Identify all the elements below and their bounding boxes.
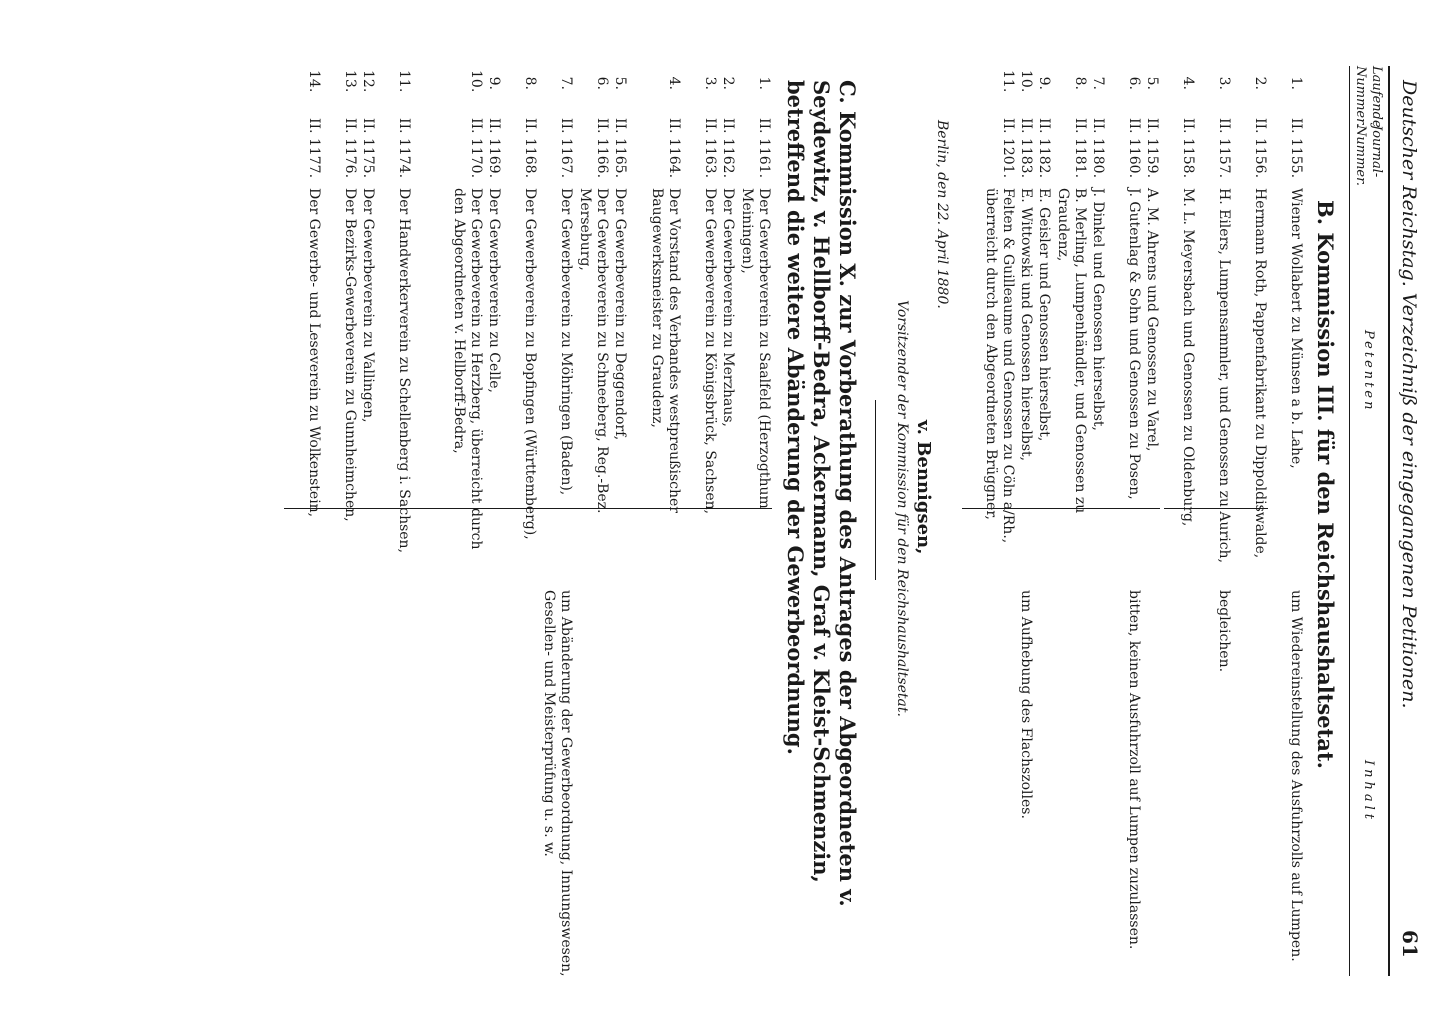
- col-inhalt: Inhalt: [1361, 760, 1376, 824]
- colhead-rule: [1349, 66, 1350, 976]
- signature-name: v. Bennigsen,: [913, 420, 934, 555]
- signature-role: Vorsitzender der Kommission für den Reichshaushaltsetat.: [894, 300, 910, 717]
- brace: [1164, 508, 1268, 509]
- section-divider: [875, 400, 876, 580]
- brace: [284, 508, 772, 509]
- page-number: 61: [1398, 930, 1422, 958]
- col-laufende: Laufende Nummer.: [1353, 66, 1384, 128]
- brace: [1052, 508, 1160, 509]
- col-petenten: Petenten: [1361, 330, 1376, 413]
- section-c-title: C. Kommission X. zur Vorberathung des Antrages der Abgeordneten v. Seydewitz, v. Hellborff-Bedra, Ackermann, Graf v. Kleist-Schmenzin, betreffend die weitere Abänderung der Gewerbeordnung.: [783, 80, 860, 907]
- running-header: Deutscher Reichstag. Verzeichniß der eingegangenen Petitionen.: [1398, 80, 1420, 709]
- header-rule: [1388, 66, 1390, 976]
- section-b-title: B. Kommission III. für den Reichshaushaltsetat.: [1313, 200, 1338, 769]
- brace: [962, 508, 1052, 509]
- document-page: Deutscher Reichstag. Verzeichniß der eingegangenen Petitionen. 61 Laufende Nummer. Journal- Nummer. Petenten Inhalt B. Kommission III. für den Reichshaushaltsetat. 1. II. 1155. Wiener Wollabert zu Münsen a b. Lahe, um Wiedereinstellung des Ausfuhrzolls auf Lumpen. 2. II. 1156. Hermann Roth, Pappenfabrikant zu Dippoldiswalde, 3. II. 1157. H. Eilers, Lumpensammler, und Genossen zu Aurich, begleichen. 4. II. 1158. M. L. Meyersbach und Genossen zu Oldenburg, 5. II. 1159. A. M. Ahrens und Genossen zu Varel, 6. II. 1160. J. Gutenlag & Sohn und Genossen zu Posen, bitten, keinen Ausfuhrzoll auf Lumpen zuzulassen. 7. II. 1180. J. Dinkel und Genossen hierselbst, 8. II. 1181. B. Merling, Lumpenhändler, und Genossen zu Graudenz, 9. II. 1182. E. Geisler und Genossen hierselbst, 10. II. 1183. E. Wittowski und Genossen hierselbst, um Aufhebung des Flachszolles. 11. II. 1201. Felten & Guilleaume und Genossen zu Cöln a/Rh., überreicht durch den Abgeordneten Brüggner, Berlin, den 22. April 1880. v. Bennigsen, Vorsitzender der Kommission für den Reichshaushaltsetat. C. Kommission X. zur Vorberathung des Antrages der Abgeordneten v. Seydewitz, v. Hellborff-Bedra, Ackermann, Graf v. Kleist-Schmenzin, betreffend die weitere Abänderung der Gewerbeordnung. 1. II. 1161. Der Gewerbeverein zu Saalfeld (Herzogthum Meiningen), 2. II. 1162. Der Gewerbeverein zu Merzhaus, 3. II. 1163. Der Gewerbeverein zu Königsbrück, Sachsen, 4. II. 1164. Der Vorstand des Verbandes westpreußischer Baugewerksmeister zu Graudenz, 5. II. 1165. Der Gewerbeverein zu Deggendorf, 6. II. 1166. Der Gewerbeverein zu Schneeberg, Reg.-Bez. Merseburg, 7. II. 1167. Der Gewerbeverein zu Möhringen (Baden), um Abänderung der Gewerbeordnung, Innungswesen, Gesellen- und Meisterprüfung u. s. w. 8. II. 1168. Der Gewerbeverein zu Bopfingen (Württemberg), 9. II. 1169. Der Gewerbeverein zu Celle, 10. II. 1170. Der Gewerbeverein zu Herzberg, überreicht durch den Abgeordneten v. Hellborff-Bedra, 11. II. 1174. Der Handwerkerverein zu Schellenberg i. Sachsen, 12. II. 1175. Der Gewerbeverein zu Vallingen, 13. II. 1176. Der Bezirks-Gewerbeverein zu Gunnheimchen, 14. II. 1177. Der Gewerbe- und Leseverein zu Wolkenstein,: [0, 0, 1432, 1000]
- signature-date: Berlin, den 22. April 1880.: [934, 120, 950, 309]
- col-journal: Journal- Nummer.: [1353, 125, 1384, 187]
